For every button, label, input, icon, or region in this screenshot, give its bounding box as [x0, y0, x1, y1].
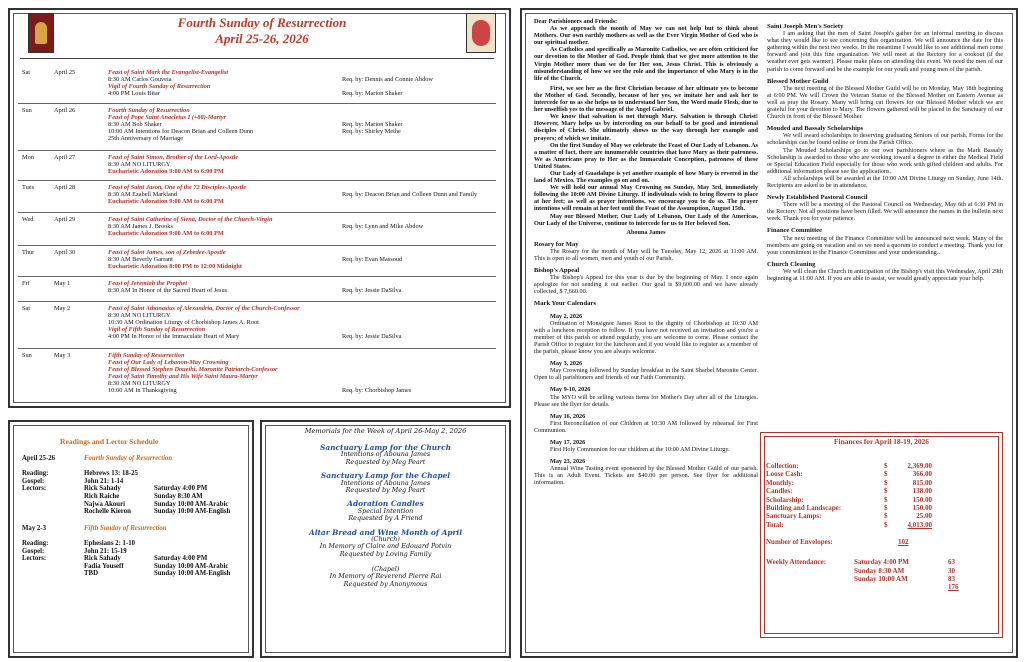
- readings-content: [22, 455, 247, 587]
- lector-label: [22, 493, 84, 501]
- schedule-date: May 1: [54, 280, 71, 287]
- schedule-divider: [18, 348, 496, 349]
- memorial-title: Altar Bread and Wine Month of April: [308, 527, 463, 537]
- request-line: Req. by: Shirley Methe: [342, 128, 401, 135]
- letter-p4: We know that salvation is not through Mary. Salvation is through Christ! However, Mary helps us by interceding on our behalf to be good and intentional disciples of Christ. She ultimately shows us the way through her example and prayers; of which we imitate.: [534, 113, 758, 142]
- calendar-text: The MYO will be selling various items for Mother's Day after all of the Liturgies. Please see the flyer for details.: [534, 393, 758, 408]
- schedule-day: Mon: [22, 154, 34, 161]
- section-heading: Finance Committee: [767, 227, 823, 235]
- memorial-line: Intentions of Abouna James: [340, 450, 431, 459]
- lector-time: Saturday 4:00 PM: [154, 555, 208, 563]
- attendance-table: [766, 558, 963, 592]
- lector-name: Rich Raiche: [84, 492, 120, 500]
- lector-label: [22, 570, 84, 578]
- attendance-service: [854, 583, 948, 591]
- readings-block: [22, 455, 232, 516]
- schedule-line: Vigil of Fourth Sunday of Resurrection: [108, 83, 211, 90]
- schedule-line: Eucharistic Adoration 9:00 AM to 6:00 PM: [108, 168, 224, 175]
- letter-p7: We will hold our annual May Crowning on Sunday, May 3rd, immediately following the 10:00 AM Divine Liturgy. If individuals wish to bring flowers to place at her feet; as well as prayer intentions, we encourage you to do so. The prayer intentions will remain at her feet until the Feast of the Assumption, August 15th.: [534, 184, 758, 213]
- letter-p1: As we approach the month of May we can not help but to think about Mothers. Our own earthly mothers as well as the Ever Virgin Mother of God who is our spiritual mother.: [534, 25, 758, 47]
- letter-p2: As Catholics and specifically as Maronite Catholics, we are often criticized for our devotion to the Mother of God. People think that we give more attention to the Virgin Mother more than we do for Her son, Jesus Christ. This is obviously a misunderstanding of how we see the role and the importance of who Mary is in the life of the Church.: [534, 46, 758, 82]
- calendar-text: May Crowning followed by Sunday breakfast in the Saint Sharbel Maronite Center. Open to all parishioners and friends of our Faith Community.: [534, 367, 758, 382]
- section-heading: Blessed Mother Guild: [767, 77, 829, 85]
- lector-label: Lectors:: [22, 485, 47, 493]
- schedule-line: 10:30 AM Ordination Liturgy of Chorbishop James A. Root: [108, 319, 259, 326]
- attendance-label: [766, 567, 854, 575]
- lector-name: Rick Sahady: [84, 485, 121, 493]
- envelopes-count: 102: [898, 538, 909, 547]
- memorial-title: Sanctuary Lamp for the Chapel: [320, 471, 451, 481]
- request-line: Req. by: Dennis and Connie Abdow: [342, 76, 433, 83]
- schedule-line: 8:30 AM Bob Shaker: [108, 121, 162, 128]
- calendar-text: First Reconciliation of our Children at 10:30 AM followed by rehearsal for First Communion.: [534, 419, 758, 434]
- request-line: Req. by: Jessie DaSilva: [342, 333, 402, 340]
- schedule-line: Feast of Saint Catherine of Siena, Doctor of the Church-Virgin: [108, 216, 273, 223]
- section-heading: Church Cleaning: [767, 260, 816, 268]
- finance-currency: $: [884, 462, 888, 470]
- schedule-date: May 2: [54, 305, 71, 312]
- calendar-date: May 16, 2026: [550, 412, 586, 420]
- finance-amount: 4,013.00: [907, 520, 932, 529]
- memorials-title: Memorials for the Week of April 26-May 2, 2026: [304, 427, 467, 435]
- gospel-text: John 21: 1-14: [84, 477, 124, 485]
- finance-currency: $: [884, 495, 888, 504]
- calendar-date: May 9-10, 2026: [550, 386, 591, 394]
- memorial-item: [262, 444, 509, 466]
- memorial-line: (Chapel): [371, 564, 400, 573]
- lector-name: Rochelle Kieron: [84, 508, 131, 516]
- finance-amount: 366.00: [912, 470, 932, 479]
- finance-currency: $: [884, 470, 888, 479]
- gospel-text: John 21: 15-19: [84, 547, 127, 555]
- schedule-line: Vigil of Fifth Sunday of Resurrection: [108, 326, 206, 333]
- request-line: Req. by: Chorbishop James: [342, 387, 412, 394]
- schedule-date: April 29: [54, 216, 76, 223]
- section-text: All scholarships will be awarded at the 10:00 AM Divine Liturgy on Sunday, June 14th. Recipients are asked to be in attendance.: [767, 174, 1003, 189]
- schedule-line: 8:30 AM Ezabell Markland: [108, 191, 178, 198]
- calendar-text: Ordination of Monsignor James Root to the dignity of Chorbishop at 10:30 AM with a luncheon reception to follow. If you have not received an invitation and you're a member of this parish or attend regularly, you are welcome to come. Please contact the Parish Office to register for the luncheon and if you would like to register as a member of the parish, please know you are always welcome.: [534, 319, 758, 356]
- readings-date: April 25-26: [22, 455, 56, 462]
- lector-time: Sunday 10:00 AM-Arabic: [154, 562, 229, 570]
- lector-time: Sunday 10:00 AM-English: [154, 508, 231, 516]
- schedule-line: 8:30 AM NO LITURGY: [108, 161, 171, 168]
- attendance-count: 83: [948, 575, 955, 584]
- rosary-text: The Rosary for the month of May will be Tuesday, May 12, 2026 at 11:00 AM. This is open to all women, men and youth of our Parish.: [534, 247, 758, 262]
- readings-sunday: Fourth Sunday of Resurrection: [84, 455, 173, 462]
- calendar-list: [534, 313, 758, 487]
- schedule-line: Eucharistic Adoration 9:00 AM to 6:00 PM: [108, 198, 224, 205]
- lector-label: [22, 501, 84, 509]
- finance-label: Sanctuary Lamps:: [766, 512, 822, 521]
- attendance-count: 30: [948, 566, 955, 575]
- appeal-text: The Bishop's Appeal for this year is due by the beginning of May. I once again apologize for not sending it out earlier. Our goal is $9,600.00 and we have already collected, $ 7,660.00.: [534, 274, 758, 296]
- section-heading: Saint Joseph Men's Society: [767, 23, 844, 30]
- memorial-line: Requested by Meg Peart: [345, 486, 426, 495]
- schedule-line: Feast of Blessed Stephen Doueihi, Maronite Patriarch-Confessor: [108, 366, 278, 373]
- schedule-line: Feast of Saint Timothy and His Wife Saint Maura-Martyr: [108, 373, 258, 380]
- schedule-line: 25th Anniversary of Marriage: [108, 135, 184, 142]
- schedule-divider: [18, 276, 496, 277]
- request-line: Req. by: Deacon Brian and Colleen Dunn and Family: [342, 191, 478, 198]
- schedule-line: Feast of Saint James, son of Zebedee-Apostle: [108, 249, 226, 256]
- reading-label: Reading:: [22, 539, 49, 547]
- schedule-date: April 28: [54, 184, 76, 191]
- request-line: Req. by: Lynn and Mike Abdow: [342, 223, 424, 230]
- schedule-divider: [18, 150, 496, 151]
- schedule-line: Eucharistic Adoration 9:00 AM to 6:00 PM: [108, 230, 224, 237]
- schedule-line: Feast of Pope Saint Anacletus I (+88)-Martyr: [108, 114, 227, 121]
- calendar-text: Annual Wine Tasting event sponsored by the Blessed Mother Guild of our parish. This is an Adult Event. Tickets are $40.00 per person. See flyer for additional information.: [534, 465, 758, 487]
- schedule-line: 8:30 AM Beverly Garrant: [108, 256, 173, 263]
- letter-p6: Our Lady of Guadalupe is yet another example of how Mary is revered in the land of Mexico. The examples go on and on.: [534, 169, 758, 185]
- memorial-title: Sanctuary Lamp for the Church: [320, 443, 451, 452]
- calendar-date: May 23, 2026: [550, 458, 586, 466]
- schedule-day: Sat: [22, 69, 31, 76]
- schedule-line: Eucharistic Adoration 8:00 PM to 12:00 Midnight: [108, 263, 242, 270]
- memorial-line: In Memory of Reverend Pierre Rai: [329, 572, 442, 581]
- attendance-count: 176: [948, 583, 959, 592]
- letter-p3: First, we see her as the first Christian because of her ultimate yes to become the Mother of God. Secondly, because of her yes, we imitate her and ask her to intercede for us as she helps us to understand her Son, the Word made Flesh, due to her unselfish yes to the message of the Angel Gabriel.: [534, 84, 758, 114]
- schedule-line: 10:00 AM In Thanksgiving: [108, 387, 177, 394]
- schedule-date: April 30: [54, 249, 76, 256]
- finance-amount: 815.00: [912, 478, 932, 487]
- schedule-divider: [18, 301, 496, 302]
- readings-date: May 2-3: [22, 524, 46, 532]
- request-line: Req. by: Jessie DaSilva: [342, 287, 402, 294]
- section-text: The Mouded Scholarships go to our own parishioners where as the Mark Bassaly Scholarship is awarded to those who are working toward a degree in either the Medical Field or Special Education Field especially for those who work with gifted children and adults. For additional information please see the applications.: [767, 146, 1003, 175]
- memorial-item: [262, 500, 509, 522]
- reading-label: Reading:: [22, 470, 49, 478]
- attendance-service: Sunday 10:00 AM: [854, 575, 908, 584]
- schedule-day: Sun: [22, 107, 32, 114]
- schedule-line: Feast of Our Lady of Lebanon-May Crowning: [108, 359, 229, 366]
- finance-amount: 2,369.00: [907, 462, 932, 470]
- lector-time: Sunday 8:30 AM: [154, 492, 203, 500]
- memorial-line: Intentions of Abouna James: [340, 478, 431, 487]
- finances-title: Finances for April 18-19, 2026: [834, 437, 929, 446]
- memorial-line: Requested by Meg Peart: [345, 457, 426, 466]
- schedule-divider: [18, 212, 496, 213]
- section-heading: Newly Established Pastoral Council: [767, 194, 868, 202]
- schedule-divider: [18, 103, 496, 104]
- readings-sunday: Fifth Sunday of Resurrection: [84, 524, 167, 532]
- section-text: We will award scholarships to deserving graduating Seniors of our parish. Forms for the scholarships can be found online or from the Parish Office.: [767, 132, 1003, 147]
- schedule-line: Feast of Jeremiah the Prophet: [108, 280, 188, 287]
- request-line: Req. by: Marion Shaker: [342, 121, 403, 128]
- lector-label: Lectors:: [22, 555, 47, 563]
- schedule-day: Thur: [22, 249, 35, 256]
- finances-table: [766, 462, 998, 592]
- lector-name: Fadia Youseff: [84, 562, 124, 570]
- reading-text: Hebrews 13: 18-25: [84, 470, 138, 478]
- finance-label: Monthly:: [766, 478, 794, 487]
- memorials-list: [262, 444, 509, 594]
- finances-rows: [766, 462, 936, 529]
- finance-amount: 150.00: [912, 495, 932, 504]
- finance-currency: $: [884, 504, 888, 513]
- section-text: We will clean the Church in anticipation of the Bishop's visit this Wednesday, April 29th beginning at 11:00 AM. If you are able to assist, we would greatly appreciate your help.: [767, 267, 1003, 282]
- section-text: The next meeting of the Finance Committee will be announced next week. Many of the members are going on vacation and so we need a quorum to conduct a meeting. Thank you for your commitment to the Finance Committee and your understanding..: [767, 234, 1003, 256]
- schedule-line: 8:30 AM Carlos Gouveia: [108, 76, 172, 83]
- memorial-line: Requested by Loving Family: [339, 549, 432, 558]
- section-text: There will be a meeting of the Pastoral Council on Wednesday, May 6th at 6:30 PM in the Rectory. Not all positions have been filled. We will announce the names in the bulletin next week. Thank you for your patience.: [767, 201, 1003, 223]
- attendance-service: Sunday 8:30 AM: [854, 566, 905, 575]
- finance-label: Building and Landscape:: [766, 504, 842, 513]
- gospel-label: Gospel:: [22, 477, 45, 485]
- lector-name: Najwa Akouri: [84, 500, 125, 508]
- finance-label: Candles:: [766, 487, 793, 496]
- envelopes-label: Number of Envelopes:: [766, 538, 833, 547]
- schedule-line: 8:30 AM NO LITURGY: [108, 380, 171, 387]
- letter-greeting: Dear Parishioners and Friends:: [534, 18, 618, 25]
- schedule-day: Tues: [22, 184, 35, 191]
- page-date: April 25-26, 2026: [215, 31, 309, 46]
- letter-p8: May our Blessed Mother, Our Lady of Lebanon, Our Lady of the Americas, Our Lady of the Universe, continue to intercede for us to Her beloved Son.: [534, 212, 758, 227]
- lector-time: Saturday 4:00 PM: [154, 485, 208, 493]
- finance-label: Scholarship:: [766, 495, 804, 504]
- spacer: [22, 532, 84, 540]
- finance-currency: $: [884, 520, 888, 529]
- letter-p5: On the first Sunday of May we celebrate the Feast of Our Lady of Lebanon. As a matter of fact, there are innumerable countries that have Mary as their patroness. We as Americans pray to Her as the Immaculate Conception, patroness of these United States.: [534, 141, 758, 170]
- envelopes-row: [766, 538, 998, 546]
- page-title: Fourth Sunday of Resurrection: [177, 15, 347, 30]
- calendar-heading: Mark Your Calendars: [534, 300, 596, 308]
- calendar-date: May 17, 2026: [550, 438, 586, 446]
- attendance-service: Saturday 4:00 PM: [854, 558, 909, 567]
- lector-label: [22, 508, 84, 516]
- schedule-line: 4:00 PM In Honor of the Immaculate Heart of Mary: [108, 333, 240, 340]
- attendance-label: [766, 583, 854, 591]
- memorial-line: Special Intention: [357, 506, 414, 515]
- schedule-date: May 3: [54, 352, 71, 359]
- lector-time: Sunday 10:00 AM-English: [154, 570, 231, 578]
- schedule-line: Feast of Saint Mark the Evangelist-Evangelist: [108, 69, 229, 76]
- memorial-line: In Memory of Claire and Edouard Potvin: [319, 542, 452, 551]
- schedule-line: Fourth Sunday of Resurrection: [108, 107, 190, 114]
- section-text: The next meeting of the Blessed Mother Guild will be on Monday, May 18th beginning at 6:00 PM. We will Crown the Veteran Statue of the Blessed Mother on Eastern Avenue as well as pray the Rosary. Many will bring cut flowers for our Blessed Mother which we are grateful for your devotion to Mary. The flowers gathered will be placed in the Sanctuary of our Church in front of the Blessed Mother.: [767, 84, 1003, 121]
- readings-title: Readings and Lector Schedule: [60, 437, 159, 446]
- schedule-day: Sun: [22, 352, 32, 359]
- schedule-line: 8:30 AM NO LITURGY: [108, 312, 171, 319]
- calendar-text: First Holy Communion for our children at the 10:00 AM Divine Liturgy.: [550, 446, 730, 454]
- memorial-line: Requested by Anonymous: [343, 579, 428, 588]
- request-line: Req. by: Marion Shaker: [342, 90, 403, 97]
- schedule-line: 10:00 AM Intentions for Deacon Brian and Colleen Dunn: [108, 128, 254, 135]
- spacer: [22, 463, 84, 471]
- letter-column: [534, 18, 758, 487]
- finance-currency: $: [884, 512, 888, 521]
- schedule-divider: [18, 180, 496, 181]
- attendance-count: 63: [948, 558, 955, 567]
- schedule-line: 8:30 AM James J. Brooks: [108, 223, 173, 230]
- memorial-title: Adoration Candles: [347, 499, 424, 509]
- schedule-day: Sat: [22, 305, 31, 312]
- attendance-label: [766, 575, 854, 583]
- finance-currency: $: [884, 478, 888, 487]
- finance-label: Collection:: [766, 462, 799, 470]
- finance-amount: 138.00: [912, 487, 932, 496]
- gospel-label: Gospel:: [22, 547, 45, 555]
- lector-name: TBD: [84, 570, 98, 578]
- section-text: I am asking that the men of Saint Joseph's gather for an informal meeting to discuss what they would like to see concerning this organization. We will announce the date for this gathering within the next two weeks. In the meantime I would like to see additional men come forward and join this fine organization. We will meet at the Rectory for a cookout (if the weather ever gets warmer). Please make plans on attending this event. We need the men of our parish to come forward and be the example for our youth and young men of the parish.: [767, 30, 1003, 73]
- schedule-divider: [18, 245, 496, 246]
- schedule-date: April 25: [54, 69, 76, 76]
- memorial-item: [262, 472, 509, 494]
- request-line: Req. by: Evan Massoud: [342, 256, 403, 263]
- memorial-line: (Church): [371, 535, 400, 544]
- title-rule: [20, 58, 494, 59]
- letter-signature: Abouna James: [626, 228, 666, 236]
- section-heading: Mouded and Bassaly Scholarships: [767, 125, 864, 133]
- schedule-line: 4:00 PM Louis Bitar: [108, 90, 160, 97]
- schedule-line: Feast of Saint Simon, Brother of the Lord-Apostle: [108, 154, 239, 161]
- schedule-date: April 26: [54, 107, 76, 114]
- reading-text: Ephesians 2: 1-10: [84, 539, 135, 547]
- rosary-heading: Rosary for May: [534, 240, 579, 248]
- schedule-line: 8:30 AM In Honor of the Sacred Heart of Jesus: [108, 287, 228, 294]
- finance-amount: 150.00: [912, 504, 932, 513]
- schedule-line: Fifth Sunday of Resurrection: [108, 352, 185, 359]
- finance-currency: $: [884, 487, 888, 496]
- finance-label: Loose Cash:: [766, 470, 803, 479]
- lector-label: [22, 563, 84, 571]
- lector-name: Rick Sahady: [84, 555, 121, 563]
- finance-amount: 25.00: [916, 512, 932, 521]
- calendar-date: May 2, 2026: [550, 312, 583, 320]
- lector-time: Sunday 10:00 AM-Arabic: [154, 500, 229, 508]
- news-column: [767, 18, 1003, 282]
- memorial-item: [262, 529, 509, 588]
- calendar-date: May 3, 2026: [550, 360, 583, 368]
- schedule-line: Feast of Saint Jason, One of the 72 Disciples-Apostle: [108, 184, 247, 191]
- schedule-line: Feast of Saint Athanasius of Alexandria, Doctor of the Church-Confessor: [108, 305, 300, 312]
- schedule-day: Wed: [22, 216, 34, 223]
- schedule-date: April 27: [54, 154, 76, 161]
- readings-block: [22, 525, 232, 578]
- appeal-heading: Bishop's Appeal: [534, 267, 580, 275]
- attendance-label: Weekly Attendance:: [766, 558, 827, 567]
- schedule-day: Fri: [22, 280, 30, 287]
- finance-label: Total:: [766, 520, 784, 529]
- memorial-line: Requested by A Friend: [348, 514, 423, 523]
